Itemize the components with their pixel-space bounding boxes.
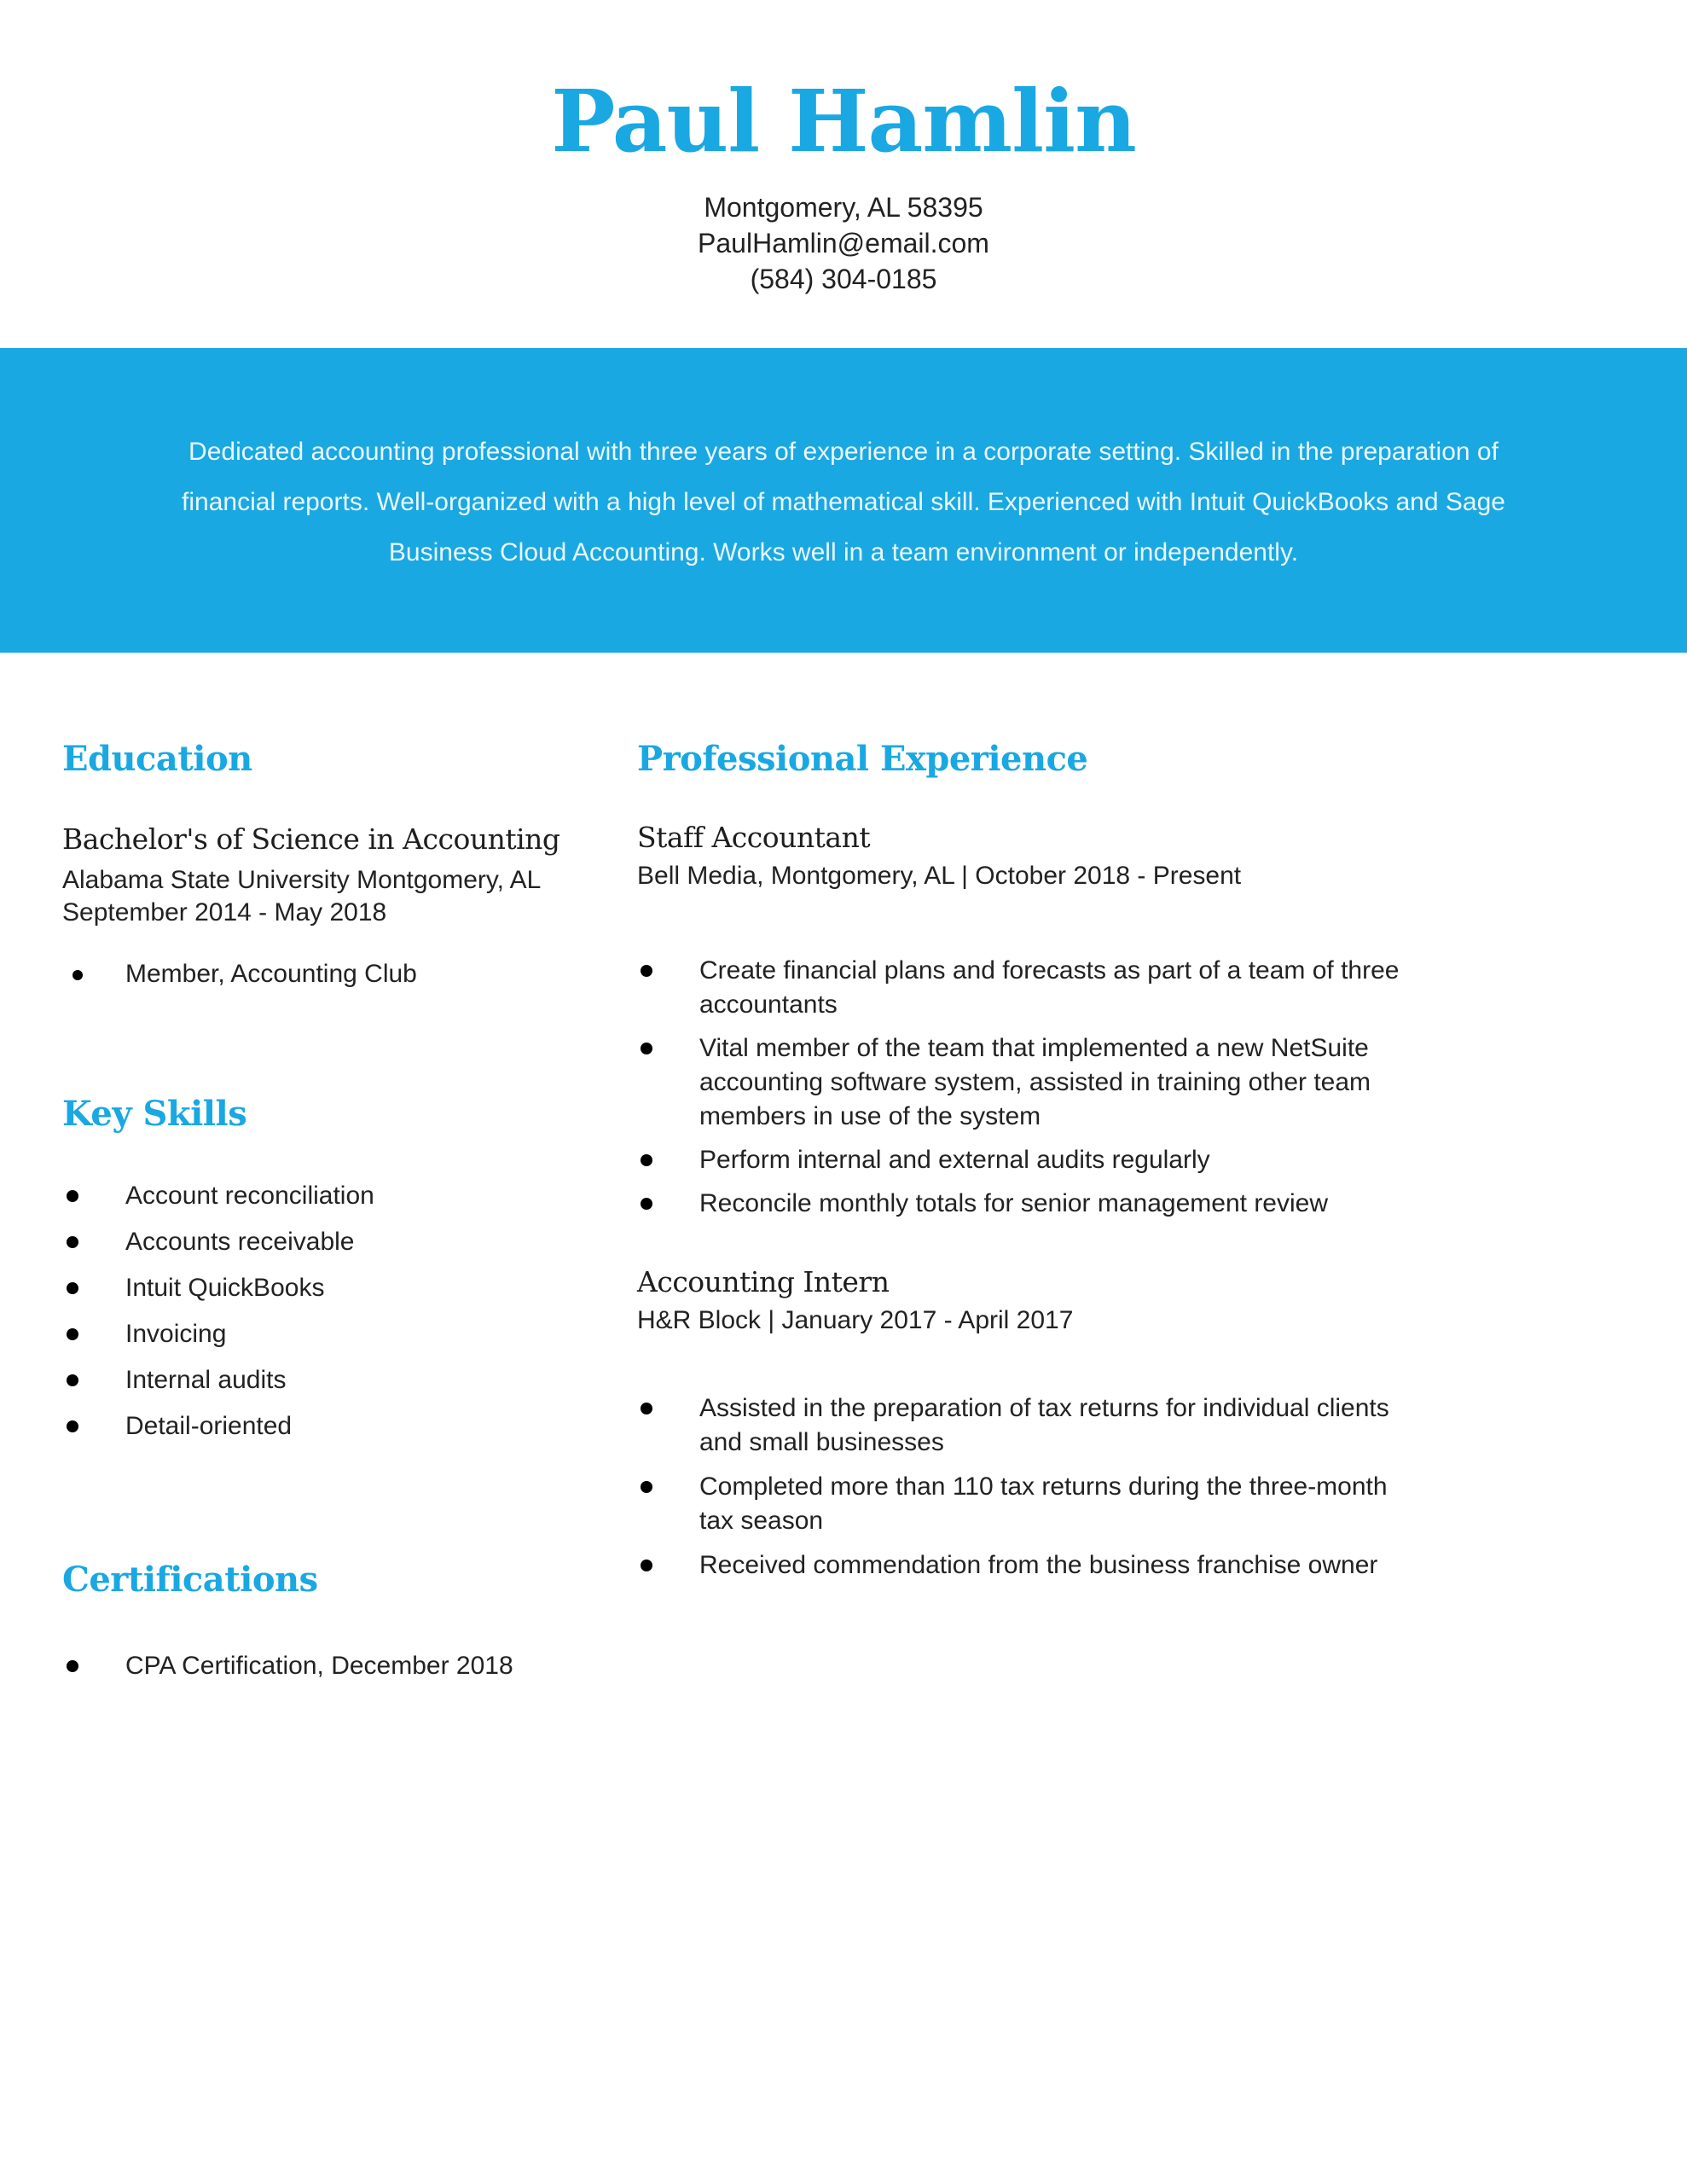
- summary-text: Dedicated accounting professional with three years of experience in a corporate setting. Skilled in the preparation of financial reports. Well-organized with a high level of mathematical skill. Experienced with Intuit QuickBooks and Sage Business Cloud Accounting. Works well in a team environment or independently.: [182, 438, 1505, 566]
- list-item: Vital member of the team that implemented a new NetSuite accounting software system, assisted in training other team members in use of the system: [637, 1031, 1422, 1134]
- bullet-icon: [641, 1560, 652, 1571]
- experience-heading: Professional Experience: [637, 739, 1088, 779]
- skills-list: [62, 1179, 574, 1455]
- bullet-icon: [72, 970, 83, 980]
- bullet-icon: [67, 1420, 78, 1432]
- contact-phone[interactable]: (584) 304-0185: [750, 264, 937, 294]
- list-item: Completed more than 110 tax returns during the three-month tax season: [637, 1470, 1422, 1538]
- bullet-icon: [67, 1236, 78, 1248]
- education-heading: Education: [62, 739, 252, 779]
- list-item: Internal audits: [62, 1363, 574, 1409]
- list-item: Reconcile monthly totals for senior management review: [637, 1187, 1422, 1221]
- bullet-icon: [641, 1043, 652, 1054]
- candidate-name: Paul Hamlin: [551, 71, 1136, 171]
- list-item: Intuit QuickBooks: [62, 1271, 574, 1317]
- contact-email[interactable]: PaulHamlin@email.com: [698, 228, 989, 258]
- list-item: Member, Accounting Club: [62, 957, 574, 991]
- resume-header: [0, 0, 1687, 348]
- bullet-icon: [67, 1660, 78, 1672]
- education-school: Alabama State University Montgomery, AL: [62, 866, 542, 894]
- bullet-icon: [641, 1154, 652, 1166]
- bullet-icon: [641, 1198, 652, 1210]
- job-title: Accounting Intern: [637, 1265, 890, 1298]
- education-activities: [62, 957, 574, 991]
- bullet-icon: [641, 1403, 652, 1414]
- bullet-icon: [67, 1282, 78, 1294]
- list-item: Assisted in the preparation of tax returns for individual clients and small businesses: [637, 1391, 1422, 1460]
- job-meta: Bell Media, Montgomery, AL | October 2018 - Present: [637, 862, 1242, 890]
- list-item: Create financial plans and forecasts as part of a team of three accountants: [637, 954, 1422, 1022]
- list-item: Perform internal and external audits regularly: [637, 1143, 1422, 1177]
- education-dates: September 2014 - May 2018: [62, 898, 387, 926]
- education-degree: Bachelor's of Science in Accounting: [62, 822, 560, 856]
- skills-heading: Key Skills: [62, 1094, 247, 1134]
- contact-address: Montgomery, AL 58395: [704, 192, 983, 223]
- list-item: Accounts receivable: [62, 1225, 574, 1271]
- summary-banner: [0, 348, 1687, 653]
- job-bullets: [637, 1391, 1422, 1593]
- bullet-icon: [67, 1190, 78, 1202]
- bullet-icon: [67, 1328, 78, 1340]
- certifications-heading: Certifications: [62, 1560, 318, 1600]
- bullet-icon: [641, 1481, 652, 1493]
- job-bullets: [637, 954, 1422, 1230]
- list-item: Detail-oriented: [62, 1409, 574, 1455]
- list-item: Account reconciliation: [62, 1179, 574, 1225]
- list-item: Invoicing: [62, 1317, 574, 1363]
- certifications-list: [62, 1649, 574, 1683]
- job-meta: H&R Block | January 2017 - April 2017: [637, 1306, 1074, 1334]
- bullet-icon: [641, 965, 652, 977]
- bullet-icon: [67, 1374, 78, 1386]
- list-item: CPA Certification, December 2018: [62, 1649, 574, 1683]
- list-item: Received commendation from the business franchise owner: [637, 1548, 1422, 1583]
- job-title: Staff Accountant: [637, 821, 871, 854]
- contact-info: [0, 189, 1687, 297]
